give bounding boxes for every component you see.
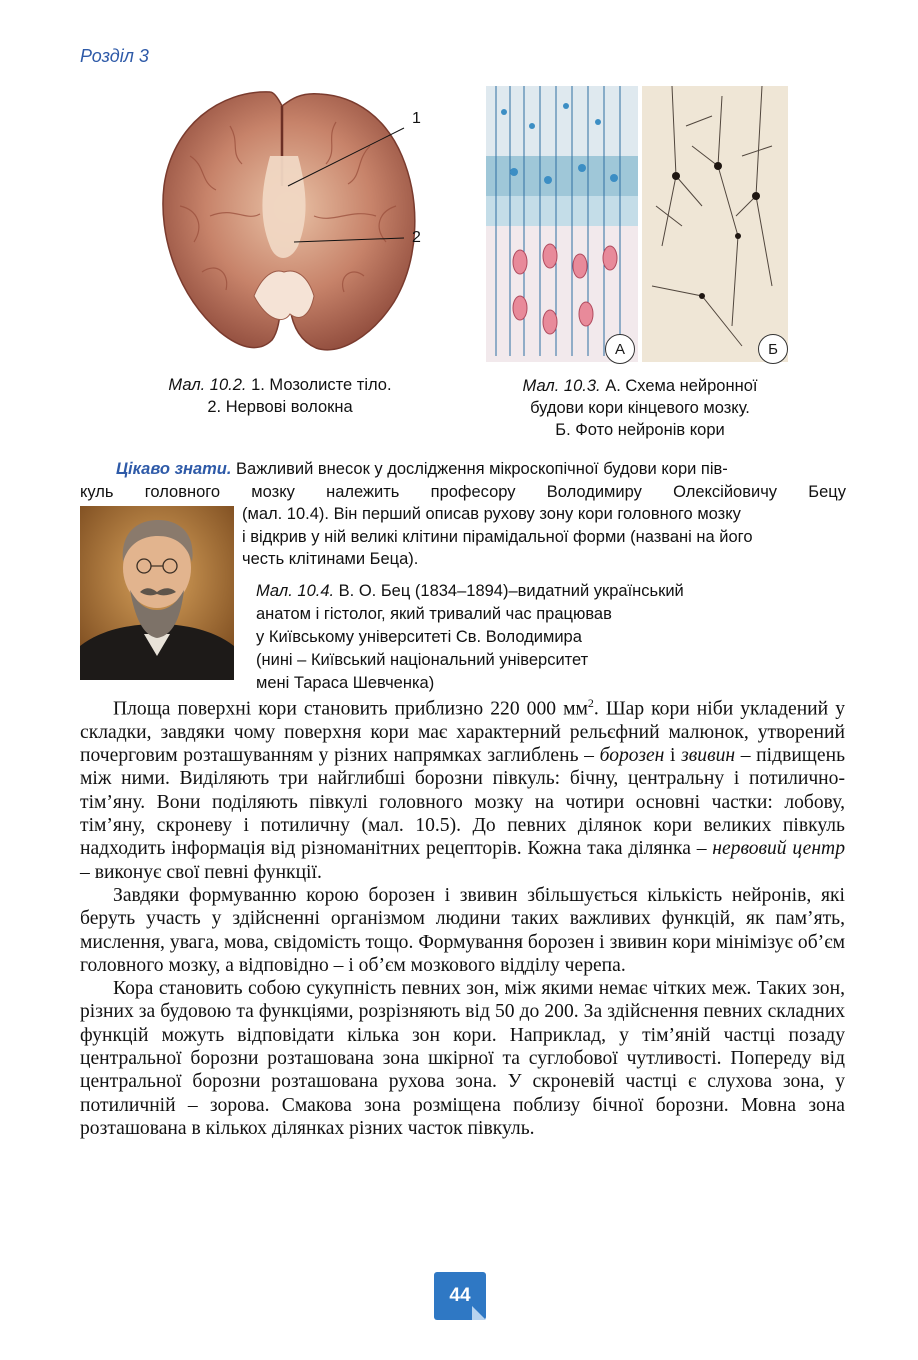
neuron-schema-illustration [486,86,638,362]
superscript: 2 [587,696,594,710]
caption-line: у Київському університеті Св. Володимира [256,628,582,646]
note-text: куль головного мозку належить професору Володимиру Олексійовичу Бецу [80,483,846,501]
term-borozen: борозен [599,745,665,767]
text-run: – виконує свої певні функції. [80,861,322,883]
term-zvyvyn: звивин [681,745,736,767]
note-paragraph-rest [242,503,847,571]
note-line-1 [116,458,846,481]
caption-line: будови кори кінцевого мозку. [530,399,750,417]
note-text: (мал. 10.4). Він перший описав рухову зону кори головного мозку [242,505,741,523]
callout-1: 1 [412,110,421,127]
text-run: – підвищень між ними. Виділяють три найглибші борозни півкуль: бічну, центральну і потилично-тім’яну. Вони поділяють півкулі головного мозку на чотири основні частки: лобову, тім’яну, скроневу і потиличну (мал. 10.5). До певних ділянок кори великих півкуль надходить інформація від різноманітних рецепторів. Кожна така ділянка – [80,745,846,860]
callout-2: 2 [412,229,421,246]
label-a-badge [605,334,635,364]
note-heading: Цікаво знати. [116,460,232,478]
figure-10-3-caption [480,375,800,441]
text-run: . Шар кори ніби укладений у складки, завдяки чому поверхня кори має характерний рельєфний малюнок, утворений почерговим розташуванням у різних напрямках заглиблень – [80,698,845,767]
note-line-2 [80,481,846,504]
note-text: і відкрив у ній великі клітини пірамідальної форми (названі на його [242,527,753,546]
brain-illustration [150,86,440,360]
caption-line: А. Схема нейронної [600,377,758,395]
text-run: Площа поверхні кори становить приблизно 220 000 мм [113,698,588,720]
caption-label: Мал. 10.4. [256,582,335,600]
caption-line: 2. Нервові волокна [207,398,353,416]
note-text: Важливий внесок у дослідження мікроскопічної будови кори пів- [231,460,728,478]
paragraph-1 [80,692,845,884]
main-text [80,692,845,1140]
caption-label: Мал. 10.2. [168,376,247,394]
portrait-caption [256,580,846,695]
caption-line: Б. Фото нейронів кори [555,421,725,439]
note-text: честь клітинами Беца). [242,550,419,568]
label-a: А [614,340,625,358]
neuron-photo-illustration [642,86,788,362]
betz-portrait [80,506,234,680]
section-title: Розділ 3 [80,46,149,66]
label-b-badge [758,334,788,364]
page-number: 44 [434,1272,486,1320]
paragraph-2: Завдяки формуванню корою борозен і звивин збільшується кількість нейронів, які беруть участь у здійсненні організмом людини таких важливих функцій, як пам’ять, мислення, увага, мова, свідомість тощо. Формування борозен і звивин кори мінімізує об’єм головного мозку, а відповідно – і об’єм мозкового відділу черепа. [80,884,845,976]
caption-line: В. О. Бец (1834–1894)–видатний український [334,582,684,600]
term-nervovyi-tsentr: нервовий центр [712,838,845,860]
caption-line: мені Тараса Шевченка) [256,674,435,692]
caption-line: (нині – Київський національний університет [256,651,589,669]
page-corner-fold [472,1306,486,1320]
text-run: і [664,745,682,767]
paragraph-3: Кора становить собою сукупність певних зон, між якими немає чітких меж. Таких зон, різних за будовою та функціями, розрізняють від 50 до 200. За здійснення певних складних функцій можуть відповідати кілька зон кори. Наприклад, у тім’яній частці позаду центральної борозни розташована зона шкірної та суглобової чутливості. Попереду від центральної борозни розташована рухова зона. У скроневій частці є слухова зона, у потиличній – зорова. Смакова зона розміщена поблизу бічної борозни. Мовна зона розташована в кількох ділянках різних часток півкуль. [80,978,845,1139]
label-b: Б [768,340,778,358]
figure-10-2-caption [120,374,440,418]
caption-label: Мал. 10.3. [522,377,601,395]
caption-line: 1. Мозолисте тіло. [246,376,392,394]
caption-line: анатом і гістолог, який тривалий час працював [256,605,612,623]
